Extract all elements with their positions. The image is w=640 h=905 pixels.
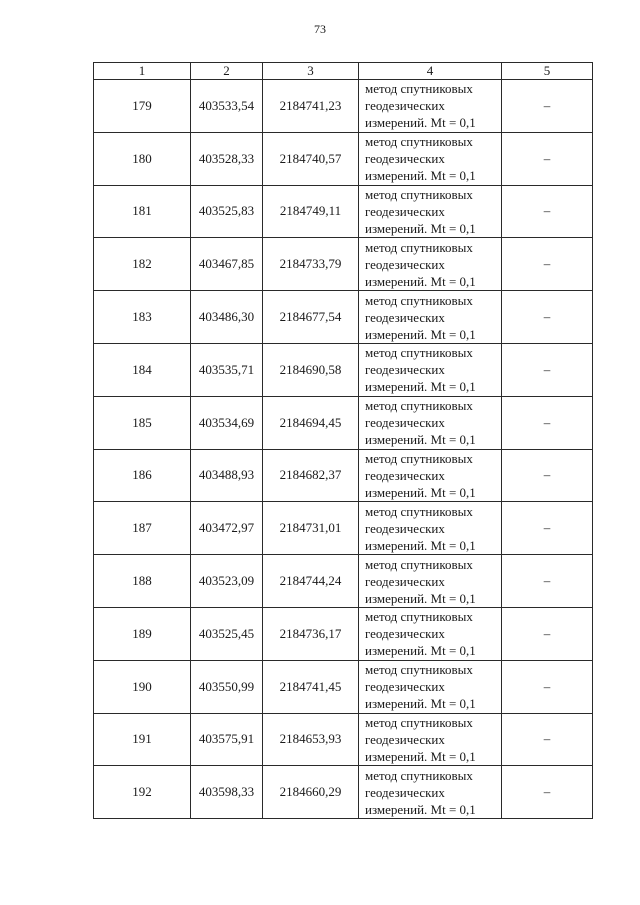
point-number-cell: 188 xyxy=(94,555,191,608)
note-cell xyxy=(502,607,593,660)
note-cell xyxy=(502,80,593,133)
method-text-line: метод спутниковых xyxy=(365,186,473,202)
method-cell xyxy=(359,502,502,555)
method-text-line: измерений. Mt = 0,1 xyxy=(365,432,476,448)
y-coordinate-cell: 2184677,54 xyxy=(263,291,359,344)
method-text-line: метод спутниковых xyxy=(365,292,473,308)
note-dash: – xyxy=(543,520,551,536)
method-text-line: измерений. Mt = 0,1 xyxy=(365,801,476,817)
method-text-line: метод спутниковых xyxy=(365,239,473,255)
point-number-cell: 187 xyxy=(94,502,191,555)
point-number-cell: 185 xyxy=(94,396,191,449)
table-header-row xyxy=(94,63,593,80)
note-cell xyxy=(502,766,593,819)
method-text-line: геодезических xyxy=(365,467,445,483)
method-text-line: измерений. Mt = 0,1 xyxy=(365,379,476,395)
method-cell xyxy=(359,132,502,185)
x-coordinate-cell: 403535,71 xyxy=(191,343,263,396)
y-coordinate-cell: 2184741,45 xyxy=(263,660,359,713)
note-dash: – xyxy=(543,414,551,430)
method-text-line: геодезических xyxy=(365,151,445,167)
x-coordinate-cell: 403550,99 xyxy=(191,660,263,713)
method-text-line: измерений. Mt = 0,1 xyxy=(365,590,476,606)
note-dash: – xyxy=(543,97,551,113)
note-cell xyxy=(502,291,593,344)
method-text-line: метод спутниковых xyxy=(365,450,473,466)
method-text-line: геодезических xyxy=(365,98,445,114)
note-dash: – xyxy=(543,731,551,747)
table-body xyxy=(94,80,593,819)
table-row xyxy=(94,132,593,185)
note-cell xyxy=(502,555,593,608)
y-coordinate-cell: 2184736,17 xyxy=(263,607,359,660)
point-number-cell: 181 xyxy=(94,185,191,238)
x-coordinate-cell: 403488,93 xyxy=(191,449,263,502)
note-cell xyxy=(502,449,593,502)
method-cell xyxy=(359,607,502,660)
method-text-line: измерений. Mt = 0,1 xyxy=(365,696,476,712)
method-text-line: геодезических xyxy=(365,679,445,695)
note-dash: – xyxy=(543,203,551,219)
method-text-line: метод спутниковых xyxy=(365,767,473,783)
x-coordinate-cell: 403523,09 xyxy=(191,555,263,608)
column-header: 4 xyxy=(359,63,502,80)
table-row xyxy=(94,660,593,713)
method-cell xyxy=(359,291,502,344)
method-text-line: измерений. Mt = 0,1 xyxy=(365,168,476,184)
method-cell xyxy=(359,185,502,238)
x-coordinate-cell: 403472,97 xyxy=(191,502,263,555)
table-row xyxy=(94,607,593,660)
method-text-line: геодезических xyxy=(365,256,445,272)
x-coordinate-cell: 403533,54 xyxy=(191,80,263,133)
x-coordinate-cell: 403486,30 xyxy=(191,291,263,344)
x-coordinate-cell: 403467,85 xyxy=(191,238,263,291)
point-number-cell: 191 xyxy=(94,713,191,766)
column-header: 3 xyxy=(263,63,359,80)
y-coordinate-cell: 2184690,58 xyxy=(263,343,359,396)
method-text-line: метод спутниковых xyxy=(365,714,473,730)
method-text-line: геодезических xyxy=(365,203,445,219)
table-row xyxy=(94,396,593,449)
method-text-line: метод спутниковых xyxy=(365,556,473,572)
method-text-line: геодезических xyxy=(365,731,445,747)
method-cell xyxy=(359,660,502,713)
method-text-line: измерений. Mt = 0,1 xyxy=(365,537,476,553)
y-coordinate-cell: 2184744,24 xyxy=(263,555,359,608)
x-coordinate-cell: 403525,45 xyxy=(191,607,263,660)
point-number-cell: 189 xyxy=(94,607,191,660)
note-dash: – xyxy=(543,625,551,641)
y-coordinate-cell: 2184731,01 xyxy=(263,502,359,555)
table-row xyxy=(94,713,593,766)
y-coordinate-cell: 2184741,23 xyxy=(263,80,359,133)
x-coordinate-cell: 403598,33 xyxy=(191,766,263,819)
x-coordinate-cell: 403575,91 xyxy=(191,713,263,766)
method-cell xyxy=(359,713,502,766)
method-text-line: измерений. Mt = 0,1 xyxy=(365,643,476,659)
note-dash: – xyxy=(543,467,551,483)
method-text-line: измерений. Mt = 0,1 xyxy=(365,748,476,764)
point-number-cell: 179 xyxy=(94,80,191,133)
method-cell xyxy=(359,555,502,608)
note-cell xyxy=(502,238,593,291)
method-text-line: метод спутниковых xyxy=(365,609,473,625)
note-dash: – xyxy=(543,256,551,272)
table-row xyxy=(94,238,593,291)
table-row xyxy=(94,449,593,502)
method-text-line: геодезических xyxy=(365,784,445,800)
table-row xyxy=(94,291,593,344)
method-text-line: геодезических xyxy=(365,626,445,642)
method-text-line: метод спутниковых xyxy=(365,345,473,361)
note-cell xyxy=(502,396,593,449)
y-coordinate-cell: 2184653,93 xyxy=(263,713,359,766)
method-text-line: метод спутниковых xyxy=(365,81,473,97)
note-cell xyxy=(502,502,593,555)
point-number-cell: 180 xyxy=(94,132,191,185)
method-text-line: измерений. Mt = 0,1 xyxy=(365,115,476,131)
column-header: 1 xyxy=(94,63,191,80)
point-number-cell: 182 xyxy=(94,238,191,291)
method-cell xyxy=(359,449,502,502)
method-text-line: метод спутниковых xyxy=(365,662,473,678)
method-text-line: измерений. Mt = 0,1 xyxy=(365,220,476,236)
method-text-line: геодезических xyxy=(365,309,445,325)
method-cell xyxy=(359,343,502,396)
coordinates-table xyxy=(93,62,593,819)
point-number-cell: 192 xyxy=(94,766,191,819)
note-dash: – xyxy=(543,309,551,325)
method-cell xyxy=(359,396,502,449)
point-number-cell: 183 xyxy=(94,291,191,344)
note-cell xyxy=(502,132,593,185)
table-row xyxy=(94,80,593,133)
y-coordinate-cell: 2184733,79 xyxy=(263,238,359,291)
y-coordinate-cell: 2184740,57 xyxy=(263,132,359,185)
note-dash: – xyxy=(543,150,551,166)
table-row xyxy=(94,555,593,608)
method-cell xyxy=(359,80,502,133)
method-text-line: геодезических xyxy=(365,520,445,536)
page-number: 73 xyxy=(314,22,326,36)
x-coordinate-cell: 403528,33 xyxy=(191,132,263,185)
y-coordinate-cell: 2184660,29 xyxy=(263,766,359,819)
note-dash: – xyxy=(543,784,551,800)
note-cell xyxy=(502,660,593,713)
note-dash: – xyxy=(543,678,551,694)
method-text-line: измерений. Mt = 0,1 xyxy=(365,326,476,342)
x-coordinate-cell: 403525,83 xyxy=(191,185,263,238)
method-text-line: геодезических xyxy=(365,362,445,378)
column-header: 5 xyxy=(502,63,593,80)
table-row xyxy=(94,343,593,396)
method-text-line: метод спутниковых xyxy=(365,398,473,414)
note-cell xyxy=(502,713,593,766)
method-text-line: геодезических xyxy=(365,573,445,589)
y-coordinate-cell: 2184682,37 xyxy=(263,449,359,502)
method-cell xyxy=(359,238,502,291)
note-cell xyxy=(502,185,593,238)
method-text-line: измерений. Mt = 0,1 xyxy=(365,273,476,289)
method-cell xyxy=(359,766,502,819)
table-row xyxy=(94,502,593,555)
table-row xyxy=(94,766,593,819)
method-text-line: геодезических xyxy=(365,415,445,431)
point-number-cell: 190 xyxy=(94,660,191,713)
note-cell xyxy=(502,343,593,396)
note-dash: – xyxy=(543,361,551,377)
method-text-line: измерений. Mt = 0,1 xyxy=(365,484,476,500)
method-text-line: метод спутниковых xyxy=(365,134,473,150)
note-dash: – xyxy=(543,573,551,589)
column-header: 2 xyxy=(191,63,263,80)
point-number-cell: 184 xyxy=(94,343,191,396)
method-text-line: метод спутниковых xyxy=(365,503,473,519)
table-row xyxy=(94,185,593,238)
point-number-cell: 186 xyxy=(94,449,191,502)
x-coordinate-cell: 403534,69 xyxy=(191,396,263,449)
y-coordinate-cell: 2184694,45 xyxy=(263,396,359,449)
y-coordinate-cell: 2184749,11 xyxy=(263,185,359,238)
